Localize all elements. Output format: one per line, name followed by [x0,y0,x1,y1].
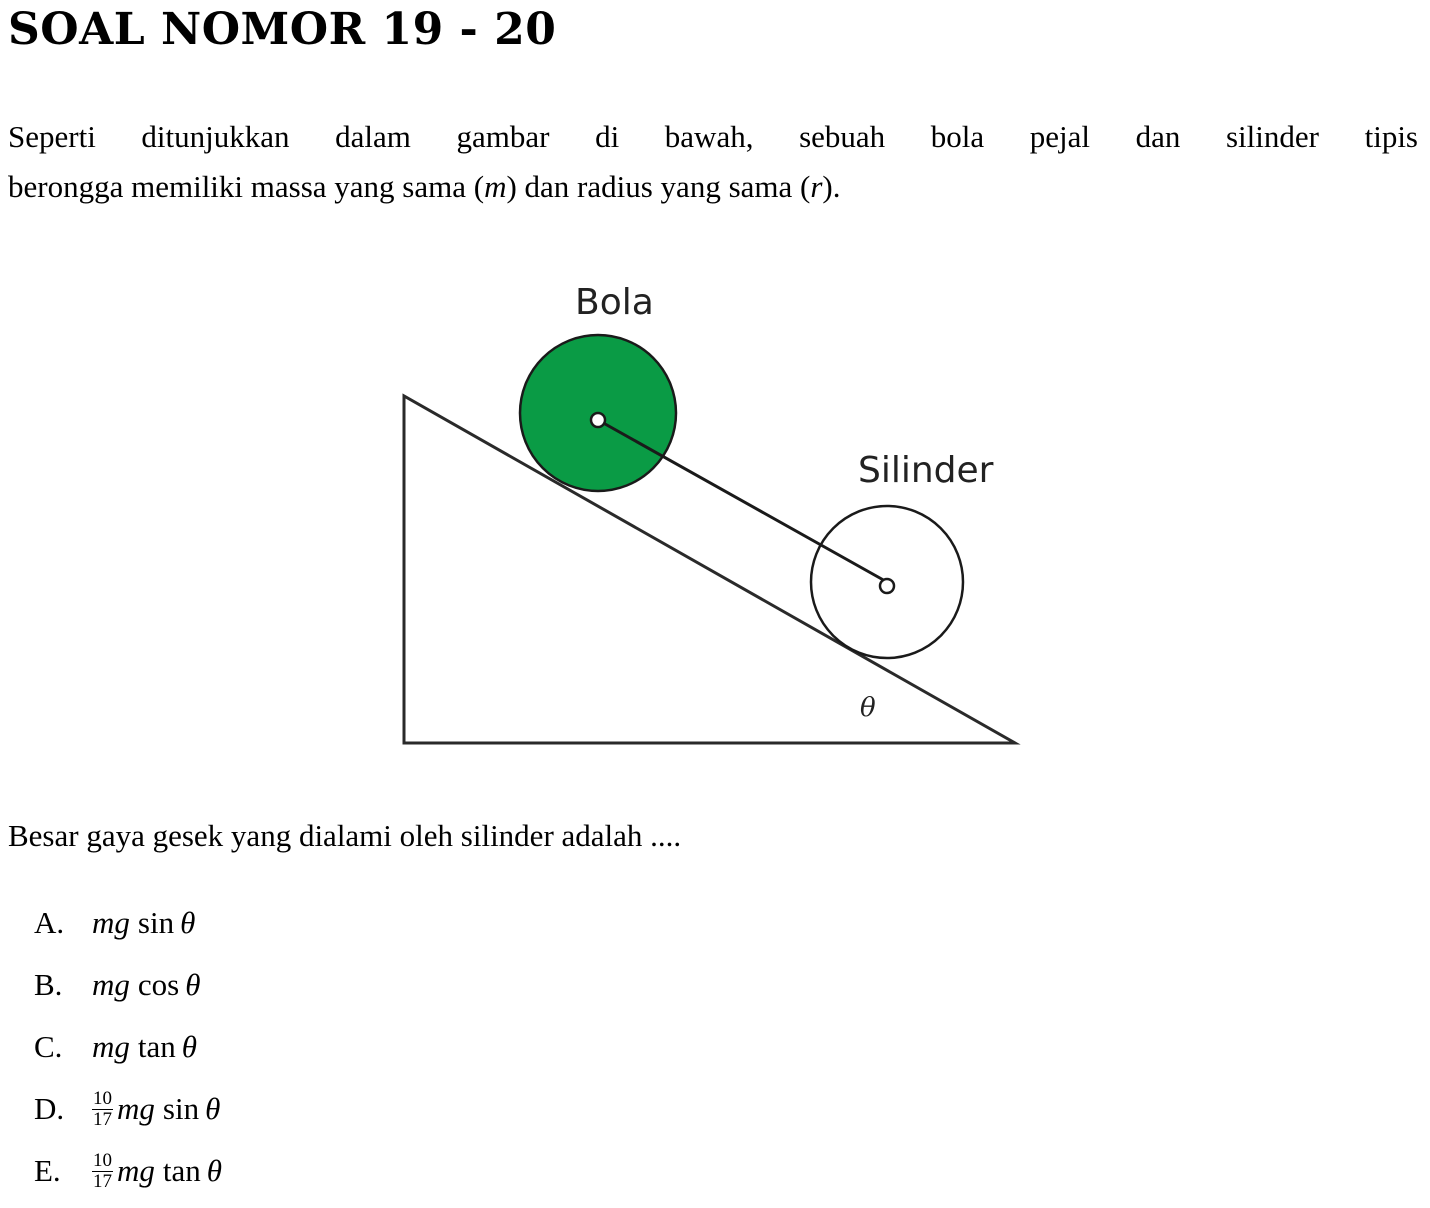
fraction-numerator: 10 [93,1149,112,1171]
option-mass: mg [117,1153,155,1188]
option-mass: mg [117,1091,155,1126]
option-angle: θ [185,967,201,1002]
question-text: Besar gaya gesek yang dialami oleh silinder adalah .... [8,818,682,853]
option-function: cos [137,967,180,1002]
option-letter: A. [34,905,65,940]
intro-line-2 [8,162,1418,212]
intro-line-2-end: ). [822,169,841,204]
fraction-denominator: 17 [93,1108,112,1130]
option-function: tan [137,1029,176,1064]
option-angle: θ [181,1029,197,1064]
option-letter: E. [34,1153,61,1188]
page-title: SOAL NOMOR 19 - 20 [8,4,557,55]
ball-label: Bola [575,282,654,323]
option-angle: θ [205,1091,221,1126]
option-letter: B. [34,967,63,1002]
option-e[interactable] [34,1140,222,1202]
intro-line-2-start: berongga memiliki massa yang sama ( [8,169,485,204]
option-mass: mg [92,1029,130,1064]
option-letter: D. [34,1091,65,1126]
cylinder-center-dot [880,579,894,593]
cylinder-label: Silinder [858,450,994,491]
option-letter: C. [34,1029,63,1064]
answer-options [34,892,222,1202]
incline-triangle [404,396,1015,743]
fraction-numerator: 10 [93,1087,112,1109]
option-a[interactable] [34,892,222,954]
option-c[interactable] [34,1016,222,1078]
option-function: sin [137,905,175,940]
intro-line-2-mid: ) dan radius yang sama ( [506,169,811,204]
ball-center-dot [591,413,605,427]
option-angle: θ [180,905,196,940]
problem-statement [8,112,1418,212]
option-mass: mg [92,905,130,940]
option-fraction [92,1089,113,1130]
option-angle: θ [206,1153,222,1188]
incline-figure [390,270,1040,760]
option-b[interactable] [34,954,222,1016]
option-fraction [92,1151,113,1192]
fraction-denominator: 17 [93,1170,112,1192]
option-function: tan [162,1153,201,1188]
option-function: sin [162,1091,200,1126]
angle-label: θ [860,693,876,723]
option-mass: mg [92,967,130,1002]
option-d[interactable] [34,1078,222,1140]
mass-symbol: m [484,169,507,204]
radius-symbol: r [810,169,823,204]
intro-line-1: Seperti ditunjukkan dalam gambar di bawah, sebuah bola pejal dan silinder tipis [8,119,1418,154]
